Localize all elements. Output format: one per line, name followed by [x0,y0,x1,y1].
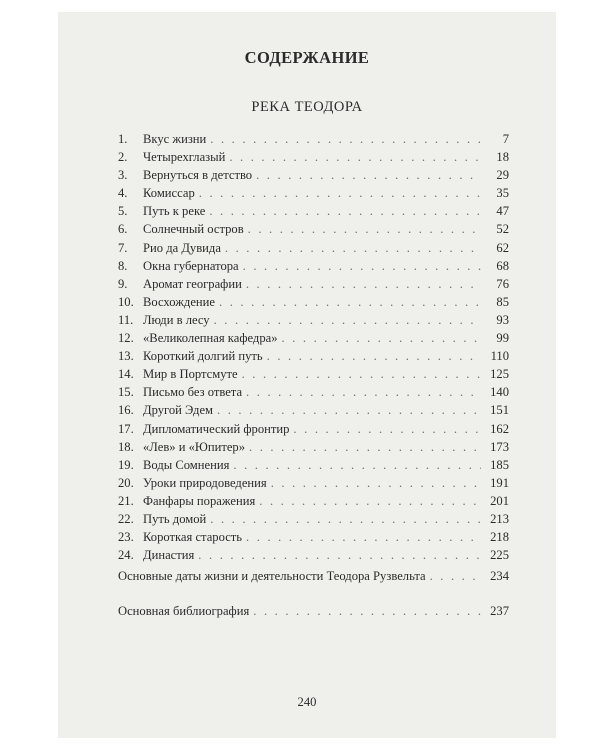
appendix-row-dates [118,569,509,584]
toc-row [118,311,509,329]
toc-row [118,438,509,456]
book-page [58,12,556,738]
dot-leader [243,257,481,275]
toc-row [118,510,509,528]
dot-leader [219,293,481,311]
dot-leader [293,420,481,438]
toc-row [118,293,509,311]
chapter-page: 76 [496,276,509,291]
dot-leader [282,329,482,347]
appendix-page: 234 [490,569,509,583]
chapter-page: 110 [490,349,509,364]
chapter-title: Дипломатический фронтир [143,421,290,436]
chapter-page: 140 [490,385,509,400]
dot-leader [246,383,481,401]
toc-row [118,528,509,546]
chapter-title: Уроки природоведения [143,475,267,490]
dot-leader [199,184,481,202]
toc-row [118,275,509,293]
chapter-title: Путь домой [143,511,207,526]
chapter-page: 185 [490,457,509,472]
appendix-row-bibliography [118,604,509,619]
chapter-page: 125 [490,367,509,382]
chapter-page: 29 [496,168,509,183]
chapter-title: Воды Сомнения [143,457,230,472]
chapter-number: 15. [118,385,134,400]
chapter-title: Путь к реке [143,204,206,219]
chapter-number: 1. [118,132,128,146]
part-title: РЕКА ТЕОДОРА [251,99,363,115]
dot-leader [430,569,481,584]
chapter-number: 22. [118,511,134,526]
dot-leader [242,365,481,383]
chapter-page: 201 [490,493,509,508]
chapter-page: 213 [490,511,509,526]
toc-row [118,456,509,474]
chapter-title: Солнечный остров [143,222,244,237]
chapter-title: Мир в Портсмуте [143,367,238,382]
chapter-number: 12. [118,331,134,346]
chapter-number: 4. [118,186,128,201]
appendix-title: Основная библиография [118,604,250,618]
chapter-number: 20. [118,475,134,490]
chapter-page: 225 [490,548,509,563]
dot-leader [267,347,481,365]
chapter-title: Четырехглазый [143,150,226,165]
chapter-number: 17. [118,421,134,436]
dot-leader [233,456,481,474]
toc-row [118,401,509,419]
chapter-number: 19. [118,457,134,472]
chapter-page: 52 [496,222,509,237]
appendix-title: Основные даты жизни и деятельности Теодора Рузвельта [118,569,426,583]
dot-leader [198,546,481,564]
chapter-number: 9. [118,276,128,291]
chapter-title: Люди в лесу [143,312,210,327]
chapter-number: 5. [118,204,128,219]
chapter-title: Окна губернатора [143,258,239,273]
chapter-number: 8. [118,258,128,273]
chapter-number: 14. [118,367,134,382]
chapter-page: 68 [496,258,509,273]
chapter-page: 173 [490,439,509,454]
chapter-title: Династия [143,548,195,563]
chapter-page: 218 [490,530,509,545]
chapter-number: 23. [118,530,134,545]
chapter-number: 11. [118,312,134,327]
chapter-title: Короткий долгий путь [143,349,263,364]
chapter-number: 21. [118,493,134,508]
chapter-title: Вернуться в детство [143,168,253,183]
chapter-title: «Лев» и «Юпитер» [143,439,246,454]
chapter-number: 13. [118,349,134,364]
chapter-title: Фанфары поражения [143,493,256,508]
chapter-title: Аромат географии [143,276,242,291]
toc-row [118,239,509,257]
chapter-title: Короткая старость [143,530,243,545]
chapter-number: 18. [118,439,134,454]
dot-leader [246,275,481,293]
chapter-page: 151 [490,403,509,418]
chapter-page: 7 [502,132,509,146]
dot-leader [249,438,481,456]
page-number: 240 [297,695,317,709]
dot-leader [209,202,481,220]
chapter-title: Письмо без ответа [143,385,243,400]
dot-leader [214,311,481,329]
chapter-number: 10. [118,294,134,309]
toc-row [118,184,509,202]
dot-leader [256,166,481,184]
chapter-number: 16. [118,403,134,418]
chapter-page: 18 [496,150,509,165]
chapter-page: 85 [496,294,509,309]
toc-row [118,347,509,365]
contents-heading: СОДЕРЖАНИЕ [244,48,370,67]
chapter-number: 2. [118,150,128,165]
toc-row [118,202,509,220]
chapter-title: Рио да Дувида [143,240,221,255]
dot-leader [259,492,481,510]
chapter-title: «Великолепная кафедра» [143,331,278,346]
dot-leader [246,528,481,546]
dot-leader [253,604,481,619]
table-of-contents [118,130,509,564]
dot-leader [210,130,481,148]
chapter-page: 99 [496,331,509,346]
toc-row [118,420,509,438]
appendix-page: 237 [490,604,509,618]
dot-leader [217,401,481,419]
chapter-page: 62 [496,240,509,255]
chapter-number: 7. [118,240,128,255]
toc-row [118,220,509,238]
dot-leader [210,510,481,528]
chapter-number: 3. [118,168,128,183]
toc-row [118,383,509,401]
dot-leader [248,220,481,238]
dot-leader [271,474,481,492]
toc-row [118,474,509,492]
chapter-number: 6. [118,222,128,237]
chapter-number: 24. [118,548,134,563]
chapter-title: Другой Эдем [143,403,214,418]
toc-row [118,130,509,148]
chapter-title: Восхождение [143,294,216,309]
chapter-page: 35 [496,186,509,201]
toc-row [118,148,509,166]
chapter-page: 162 [490,421,509,436]
chapter-page: 93 [496,312,509,327]
chapter-page: 191 [490,475,509,490]
dot-leader [229,148,481,166]
toc-row [118,365,509,383]
chapter-title: Вкус жизни [143,132,207,146]
toc-row [118,257,509,275]
toc-row [118,492,509,510]
chapter-page: 47 [496,204,509,219]
toc-row [118,329,509,347]
toc-row [118,546,509,564]
toc-row [118,166,509,184]
chapter-title: Комиссар [143,186,195,201]
dot-leader [225,239,481,257]
